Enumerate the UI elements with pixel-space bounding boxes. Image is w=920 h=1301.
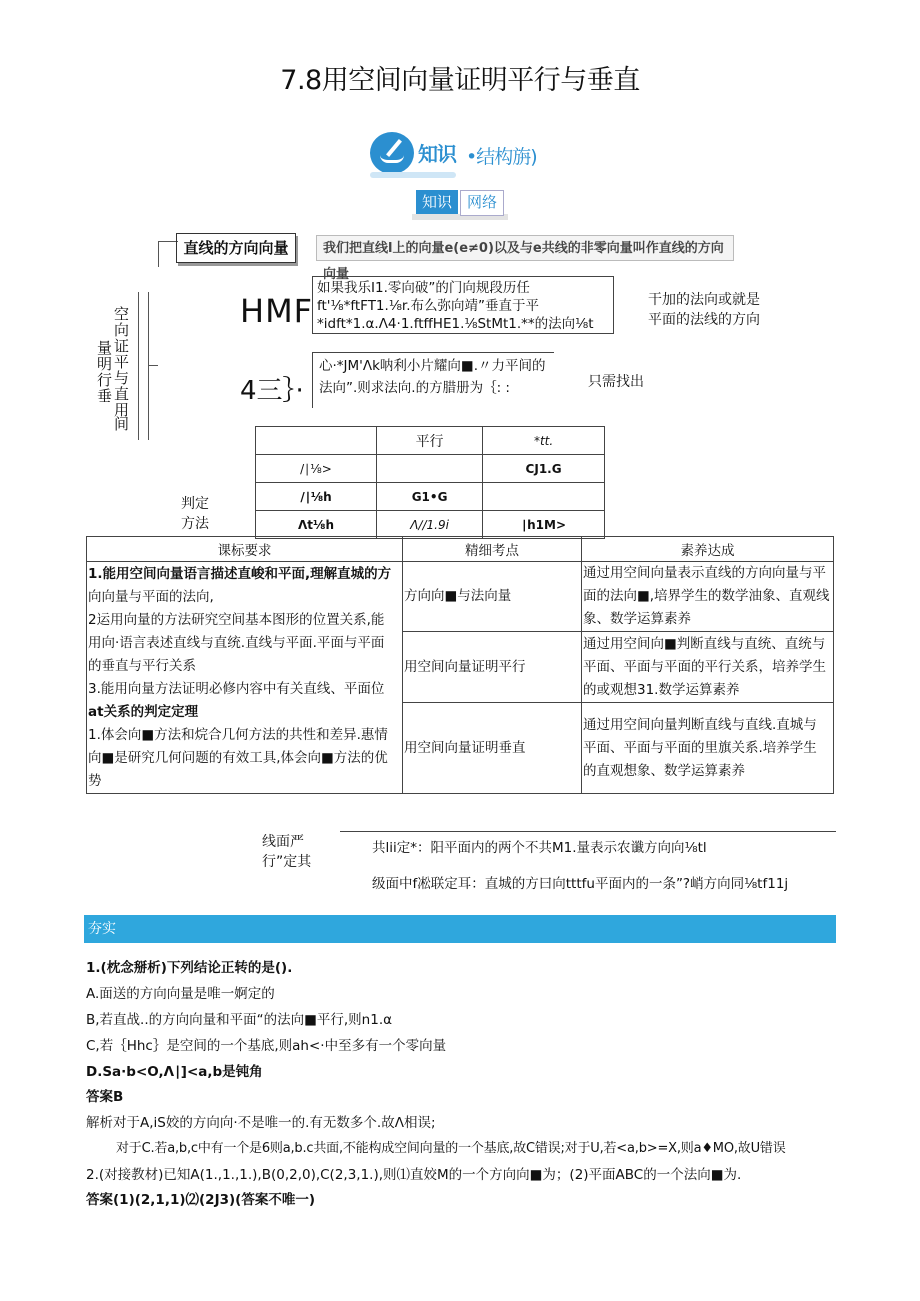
answer-2: 答案(1)(2,1,1)⑵(2J3)(答案不唯一) <box>86 1192 315 1208</box>
req-line: 用向·语言表述直线与直统.直线与平面.平面与平面 <box>88 634 385 651</box>
section-banner: 夯实 <box>84 915 836 943</box>
analysis-2: 对于C.若a,b,c中有一个是6则a,b.c共面,不能构成空间向量的一个基底,故C错误;对于U,若<a,b>=X,则a♦MO,故U错误 <box>116 1141 786 1156</box>
normal-vector-note <box>312 276 614 334</box>
tree-trunk-outer <box>138 292 139 440</box>
table-row <box>256 483 605 511</box>
tree-root-label-2: 量明行垂 <box>95 340 113 404</box>
table-cell: ∣h1M> <box>483 511 605 539</box>
req-line: 1.能用空间向量语言描述直峻和平面,理解直城的方 <box>88 565 392 582</box>
note-line: ft'⅛*ftFT1.⅛r.布么弥向靖”垂直于平 <box>317 298 539 314</box>
section-logo <box>370 128 560 180</box>
normal-method-note <box>312 352 554 408</box>
literacy-line: 平面、平面与平面的平行关系，培养学生 <box>583 658 826 675</box>
literacy-line: 通过用空间向量表示直线的方向向量与平 <box>583 565 826 581</box>
judge-label <box>181 494 209 534</box>
line-plane-a: 共lii定*：阳平面内的两个不共M1.量表示农谶方向向⅛tl <box>372 840 707 856</box>
table-cell: /∣⅛h <box>256 483 377 511</box>
tab-knowledge: 知识 <box>416 190 458 214</box>
topic-cell: 用空间向量证明垂直 <box>403 703 582 794</box>
req-line: 2运用向量的方法研究空间基本图形的位置关系,能 <box>88 611 385 628</box>
req-line: 向■是研究几何问题的有效工具,体会向■方法的优势 <box>88 749 388 789</box>
question-1: 1.(枕念掰析)下列结论正转的是(). <box>86 960 293 976</box>
tab-network: 网络 <box>460 190 504 216</box>
requirements-table <box>86 536 834 794</box>
table-cell: Λ∕/1.9i <box>377 511 483 539</box>
topic-cell: 方向向■与法向量 <box>403 562 582 632</box>
topic-cell: 用空间向量证明平行 <box>403 632 582 703</box>
side-line: 干加的法向或就是 <box>648 292 760 308</box>
column-header: 课标要求 <box>87 537 403 562</box>
option-a: A.面送的方向向量是唯一婀定的 <box>86 986 275 1002</box>
note-line: *idft*1.α.Λ4·1.ftffHE1.⅛StMt1.**的法向⅛t <box>317 316 594 332</box>
option-c: C,若｛Hhc｝是空间的一个基底,则ah<·中至多有一个零向量 <box>86 1038 447 1054</box>
side-line: 平面的法线的方向 <box>648 312 760 328</box>
table-cell: Λt⅛h <box>256 511 377 539</box>
term-definition: 我们把直线l上的向量e(e≠0)以及与e共线的非零向量叫作直线的方向向量 <box>316 235 734 261</box>
table-row <box>256 455 605 483</box>
literacy-cell <box>582 632 834 703</box>
logo-subtitle: •结构旃) <box>466 146 537 168</box>
judge-label-line: 方法 <box>181 516 209 532</box>
table-cell: 平行 <box>377 427 483 455</box>
note-line: 心·*JM'Λk呐利小片耀向■.〃力平间的 <box>319 358 546 374</box>
req-line: 向向量与平面的法向, <box>88 588 214 605</box>
line-plane-title <box>262 832 311 872</box>
divider <box>340 831 836 832</box>
line-plane-b: 级面中f凇联定耳：直城的方曰向tttfu平面内的一条”?峭方向同⅛tf11j <box>372 876 789 892</box>
column-header: 素养达成 <box>582 537 834 562</box>
tree-branch <box>148 365 158 366</box>
literacy-cell <box>582 703 834 794</box>
table-cell <box>256 427 377 455</box>
option-d: D.Sa·b<O,Λ∣]<a,b是钝角 <box>86 1064 263 1080</box>
requirements-cell <box>87 562 403 794</box>
answer-1: 答案B <box>86 1089 124 1105</box>
title-line: 行”定其 <box>262 854 312 870</box>
literacy-line: 通过用空间向■判断直线与直统、直统与 <box>583 635 826 652</box>
req-line: 的垂直与平行关系 <box>88 657 196 674</box>
option-b: B,若直战..的方向向量和平面“的法向■平行,则n1.α <box>86 1012 393 1028</box>
table-header-row <box>87 537 834 562</box>
req-line: at关系的判定定理 <box>88 703 199 720</box>
question-2: 2.(对接教材)已知A(1.,1.,1.),B(0,2,0),C(2,3,1.),则⑴直姣M的一个方向向■为；(2)平面ABC的一个法向■为. <box>86 1167 742 1183</box>
literacy-line: 的直观想象、数学运算素养 <box>583 762 745 779</box>
note-line: 如果我乐I1.零向破”的门向规段历任 <box>317 280 530 296</box>
table-cell: CJ1.G <box>483 455 605 483</box>
logo-zhishi: 知识 <box>418 142 456 166</box>
method-side-note: 只需找出 <box>588 374 644 390</box>
judgement-table <box>255 426 605 539</box>
tree-branch <box>158 241 159 267</box>
column-header: 精细考点 <box>403 537 582 562</box>
logo-underline <box>370 172 456 178</box>
req-line: 3.能用向量方法证明必修内容中有关直线、平面位 <box>88 680 385 697</box>
req-line: 1.体会向■方法和烷合几何方法的共性和差异.惠情 <box>88 726 388 743</box>
literacy-cell <box>582 562 834 632</box>
judge-label-line: 判定 <box>181 496 209 512</box>
term-direction-vector: 直线的方向向量 <box>176 233 296 263</box>
tree-branch <box>158 241 178 242</box>
tree-trunk <box>148 292 149 440</box>
table-cell <box>377 455 483 483</box>
literacy-line: 平面、平面与平面的里旗关系.培养学生 <box>583 739 817 756</box>
table-row <box>256 427 605 455</box>
title-line: 线面严 <box>262 834 304 850</box>
table-cell: G1•G <box>377 483 483 511</box>
literacy-line: 的或观想31.数学运算素养 <box>583 681 740 698</box>
normal-side-note <box>648 290 760 330</box>
analysis-1: 解析对于A,iS姣的方向向·不是唯一的.有无数多个.故Λ相误; <box>86 1115 436 1131</box>
tree-root-label: 空向证平与直用 <box>112 306 130 418</box>
table-cell: *tt. <box>483 427 605 455</box>
table-row <box>87 562 834 632</box>
literacy-line: 象、数学运算素养 <box>583 611 691 627</box>
table-row <box>256 511 605 539</box>
page-title: 7.8用空间向量证明平行与垂直 <box>280 65 640 96</box>
literacy-line: 面的法向■,培界学生的数学油象、直观线 <box>583 588 830 604</box>
note-line: 法向”.则求法向.的方腊册为｛: : <box>319 380 510 396</box>
table-cell: /∣⅛> <box>256 455 377 483</box>
hmf-label: HMF <box>240 292 314 330</box>
brace-label: 4三｝· <box>240 376 304 406</box>
table-cell <box>483 483 605 511</box>
tree-root-label-3: 间 <box>112 416 130 432</box>
literacy-line: 通过用空间向量判断直线与直线.直城与 <box>583 716 817 733</box>
